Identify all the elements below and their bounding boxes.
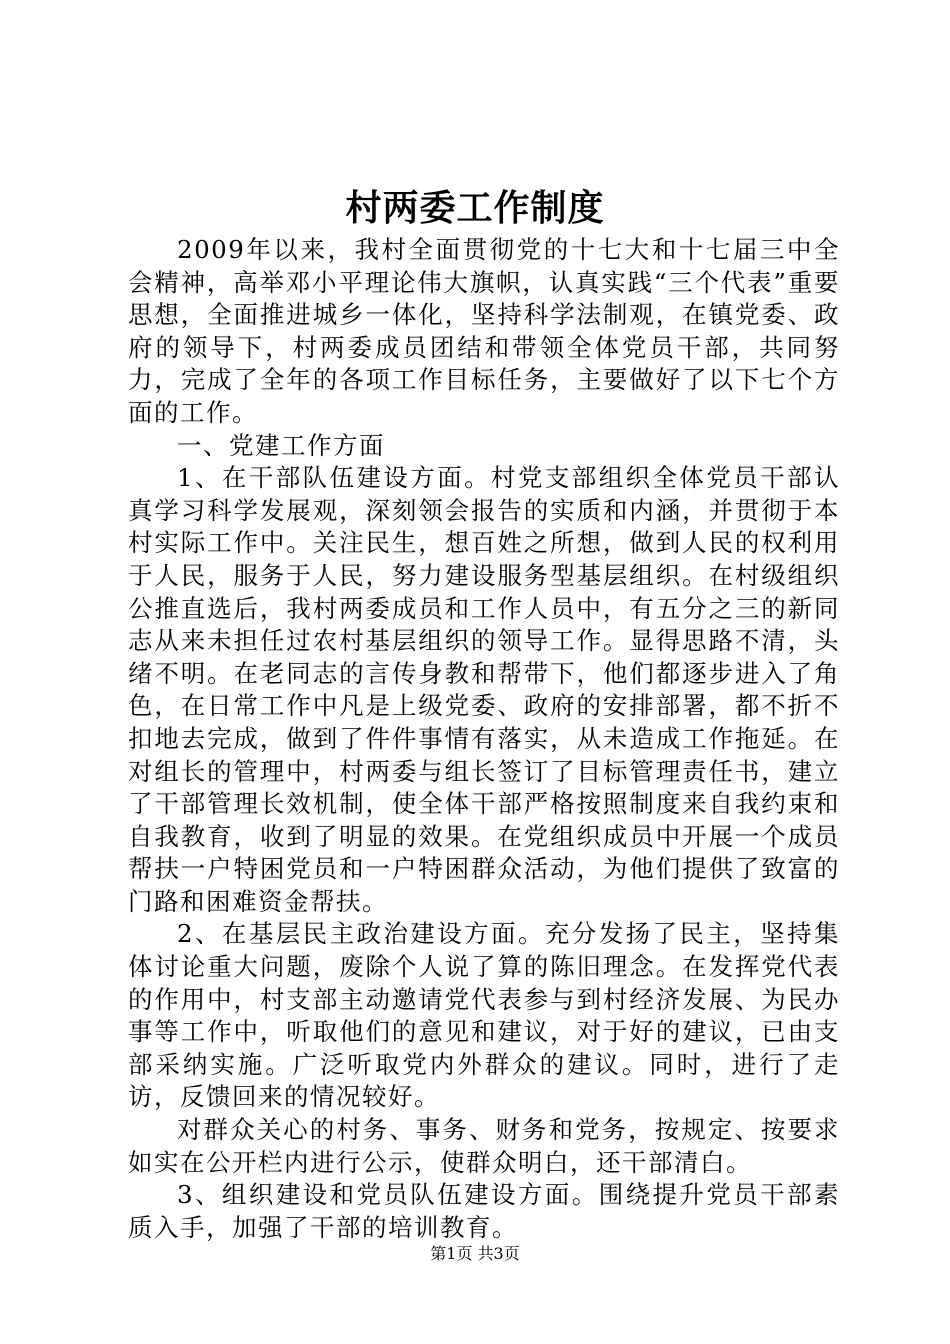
document-body — [128, 234, 840, 1244]
paragraph-organization-building: 3、组织建设和党员队伍建设方面。围绕提升党员干部素质入手，加强了干部的培训教育。 — [128, 1180, 840, 1242]
paragraph-public-disclosure: 对群众关心的村务、事务、财务和党务，按规定、按要求如实在公开栏内进行公示，使群众明白，还干部清白。 — [128, 1115, 840, 1177]
document-title: 村两委工作制度 — [345, 187, 605, 229]
paragraph-grassroots-democracy: 2、在基层民主政治建设方面。充分发扬了民主，坚持集体讨论重大问题，废除个人说了算的陈旧理念。在发挥党代表的作用中，村支部主动邀请党代表参与到村经济发展、为民办事等工作中，听取他们的意见和建议，对于好的建议，已由支部采纳实施。广泛听取党内外群众的建议。同时，进行了走访，反馈回来的情况较好。 — [128, 919, 840, 1112]
paragraph-cadre-team: 1、在干部队伍建设方面。村党支部组织全体党员干部认真学习科学发展观，深刻领会报告的实质和内涵，并贯彻于本村实际工作中。关注民生，想百姓之所想，做到人民的权利用于人民，服务于人民，努力建设服务型基层组织。在村级组织公推直选后，我村两委成员和工作人员中，有五分之三的新同志从来未担任过农村基层组织的领导工作。显得思路不清，头绪不明。在老同志的言传身教和帮带下，他们都逐步进入了角色，在日常工作中凡是上级党委、政府的安排部署，都不折不扣地去完成，做到了件件事情有落实，从未造成工作拖延。在对组长的管理中，村两委与组长签订了目标管理责任书，建立了干部管理长效机制，使全体干部严格按照制度来自我约束和自我教育，收到了明显的效果。在党组织成员中开展一个成员帮扶一户特困党员和一户特困群众活动，为他们提供了致富的门路和困难资金帮扶。 — [128, 463, 840, 916]
section-heading-party-building: 一、党建工作方面 — [177, 430, 385, 460]
page-number-footer: 第1页 共3页 — [430, 1244, 520, 1263]
paragraph-intro: 2009年以来，我村全面贯彻党的十七大和十七届三中全会精神，高举邓小平理论伟大旗帜，认真实践“三个代表”重要思想，全面推进城乡一体化，坚持科学法制观，在镇党委、政府的领导下，村两委成员团结和带领全体党员干部，共同努力，完成了全年的各项工作目标任务，主要做好了以下七个方面的工作。 — [128, 235, 840, 427]
